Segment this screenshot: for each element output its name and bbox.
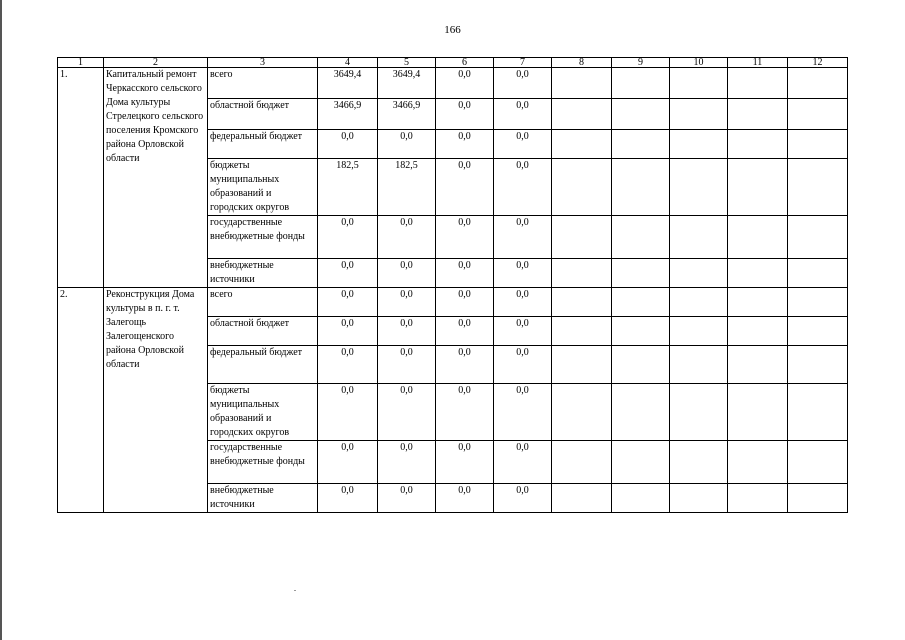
value-cell: 0,0: [494, 384, 552, 441]
column-header: 7: [494, 58, 552, 68]
empty-cell: [728, 288, 788, 317]
empty-cell: [552, 484, 612, 513]
funding-source-label: областной бюджет: [208, 99, 318, 130]
value-cell: 0,0: [494, 159, 552, 216]
empty-cell: [670, 317, 728, 346]
empty-cell: [612, 317, 670, 346]
value-cell: 0,0: [436, 216, 494, 259]
empty-cell: [728, 159, 788, 216]
empty-cell: [788, 484, 848, 513]
value-cell: 3649,4: [378, 68, 436, 99]
value-cell: 0,0: [318, 216, 378, 259]
value-cell: 0,0: [318, 441, 378, 484]
column-header: 9: [612, 58, 670, 68]
value-cell: 0,0: [378, 317, 436, 346]
empty-cell: [552, 216, 612, 259]
empty-cell: [788, 384, 848, 441]
empty-cell: [612, 216, 670, 259]
value-cell: 0,0: [378, 259, 436, 288]
empty-cell: [788, 346, 848, 384]
empty-cell: [788, 259, 848, 288]
empty-cell: [728, 317, 788, 346]
empty-cell: [612, 99, 670, 130]
table-row: [58, 288, 848, 317]
value-cell: 0,0: [378, 346, 436, 384]
empty-cell: [552, 99, 612, 130]
value-cell: 0,0: [436, 130, 494, 159]
column-header: 6: [436, 58, 494, 68]
empty-cell: [612, 130, 670, 159]
row-index: 2.: [58, 288, 104, 513]
value-cell: 0,0: [494, 259, 552, 288]
empty-cell: [670, 441, 728, 484]
empty-cell: [552, 441, 612, 484]
scan-dot: [294, 590, 296, 591]
column-header: 12: [788, 58, 848, 68]
value-cell: 0,0: [318, 384, 378, 441]
table-body: [58, 58, 848, 513]
value-cell: 0,0: [378, 384, 436, 441]
value-cell: 3466,9: [378, 99, 436, 130]
funding-source-label: федеральный бюджет: [208, 346, 318, 384]
value-cell: 0,0: [318, 259, 378, 288]
empty-cell: [552, 288, 612, 317]
empty-cell: [552, 317, 612, 346]
empty-cell: [788, 130, 848, 159]
project-name: Капитальный ремонт Черкасского сельского Дома культуры Стрелецкого сельского поселения Кромского района Орловской области: [104, 68, 208, 288]
empty-cell: [612, 441, 670, 484]
empty-cell: [612, 346, 670, 384]
empty-cell: [552, 346, 612, 384]
value-cell: 0,0: [494, 346, 552, 384]
empty-cell: [788, 99, 848, 130]
value-cell: 0,0: [494, 317, 552, 346]
empty-cell: [552, 384, 612, 441]
value-cell: 0,0: [436, 484, 494, 513]
column-header: 2: [104, 58, 208, 68]
empty-cell: [670, 288, 728, 317]
column-header: 3: [208, 58, 318, 68]
empty-cell: [728, 99, 788, 130]
value-cell: 0,0: [494, 288, 552, 317]
empty-cell: [670, 259, 728, 288]
value-cell: 182,5: [318, 159, 378, 216]
project-name: Реконструкция Дома культуры в п. г. т. Залегощь Залегощенского района Орловской области: [104, 288, 208, 513]
column-header: 5: [378, 58, 436, 68]
value-cell: 0,0: [436, 159, 494, 216]
empty-cell: [728, 346, 788, 384]
empty-cell: [728, 484, 788, 513]
empty-cell: [788, 288, 848, 317]
value-cell: 0,0: [494, 130, 552, 159]
funding-source-label: государственные внебюджетные фонды: [208, 441, 318, 484]
column-header: 1: [58, 58, 104, 68]
empty-cell: [612, 484, 670, 513]
empty-cell: [728, 384, 788, 441]
funding-source-label: федеральный бюджет: [208, 130, 318, 159]
budget-table: [57, 57, 848, 513]
value-cell: 0,0: [436, 384, 494, 441]
empty-cell: [612, 288, 670, 317]
row-index: 1.: [58, 68, 104, 288]
funding-source-label: внебюджетные источники: [208, 484, 318, 513]
empty-cell: [670, 346, 728, 384]
empty-cell: [612, 68, 670, 99]
value-cell: 0,0: [494, 68, 552, 99]
column-header: 4: [318, 58, 378, 68]
value-cell: 0,0: [378, 288, 436, 317]
empty-cell: [670, 384, 728, 441]
empty-cell: [788, 216, 848, 259]
empty-cell: [670, 216, 728, 259]
empty-cell: [552, 130, 612, 159]
empty-cell: [728, 130, 788, 159]
header-row: [58, 58, 848, 68]
empty-cell: [670, 68, 728, 99]
value-cell: 0,0: [494, 484, 552, 513]
page-number: 166: [444, 24, 461, 36]
funding-source-label: внебюджетные источники: [208, 259, 318, 288]
empty-cell: [728, 259, 788, 288]
value-cell: 0,0: [318, 317, 378, 346]
value-cell: 0,0: [436, 288, 494, 317]
empty-cell: [670, 130, 728, 159]
value-cell: 0,0: [494, 216, 552, 259]
value-cell: 182,5: [378, 159, 436, 216]
value-cell: 0,0: [436, 317, 494, 346]
value-cell: 0,0: [436, 259, 494, 288]
empty-cell: [728, 68, 788, 99]
value-cell: 3649,4: [318, 68, 378, 99]
value-cell: 0,0: [436, 346, 494, 384]
empty-cell: [612, 384, 670, 441]
empty-cell: [670, 159, 728, 216]
value-cell: 0,0: [436, 441, 494, 484]
empty-cell: [728, 441, 788, 484]
empty-cell: [788, 317, 848, 346]
value-cell: 0,0: [318, 288, 378, 317]
column-header: 8: [552, 58, 612, 68]
empty-cell: [788, 68, 848, 99]
funding-source-label: бюджеты муниципальных образований и городских округов: [208, 159, 318, 216]
value-cell: 0,0: [378, 216, 436, 259]
value-cell: 0,0: [378, 484, 436, 513]
value-cell: 0,0: [436, 99, 494, 130]
funding-source-label: областной бюджет: [208, 317, 318, 346]
column-header: 10: [670, 58, 728, 68]
value-cell: 0,0: [378, 130, 436, 159]
value-cell: 3466,9: [318, 99, 378, 130]
funding-source-label: всего: [208, 288, 318, 317]
empty-cell: [670, 484, 728, 513]
empty-cell: [728, 216, 788, 259]
empty-cell: [670, 99, 728, 130]
value-cell: 0,0: [436, 68, 494, 99]
empty-cell: [552, 159, 612, 216]
empty-cell: [612, 159, 670, 216]
value-cell: 0,0: [378, 441, 436, 484]
value-cell: 0,0: [494, 99, 552, 130]
table-row: [58, 68, 848, 99]
column-header: 11: [728, 58, 788, 68]
funding-source-label: всего: [208, 68, 318, 99]
value-cell: 0,0: [318, 346, 378, 384]
funding-source-label: государственные внебюджетные фонды: [208, 216, 318, 259]
empty-cell: [612, 259, 670, 288]
page-edge-line: [0, 0, 2, 640]
value-cell: 0,0: [494, 441, 552, 484]
empty-cell: [552, 68, 612, 99]
funding-source-label: бюджеты муниципальных образований и городских округов: [208, 384, 318, 441]
empty-cell: [788, 159, 848, 216]
value-cell: 0,0: [318, 484, 378, 513]
empty-cell: [788, 441, 848, 484]
value-cell: 0,0: [318, 130, 378, 159]
empty-cell: [552, 259, 612, 288]
